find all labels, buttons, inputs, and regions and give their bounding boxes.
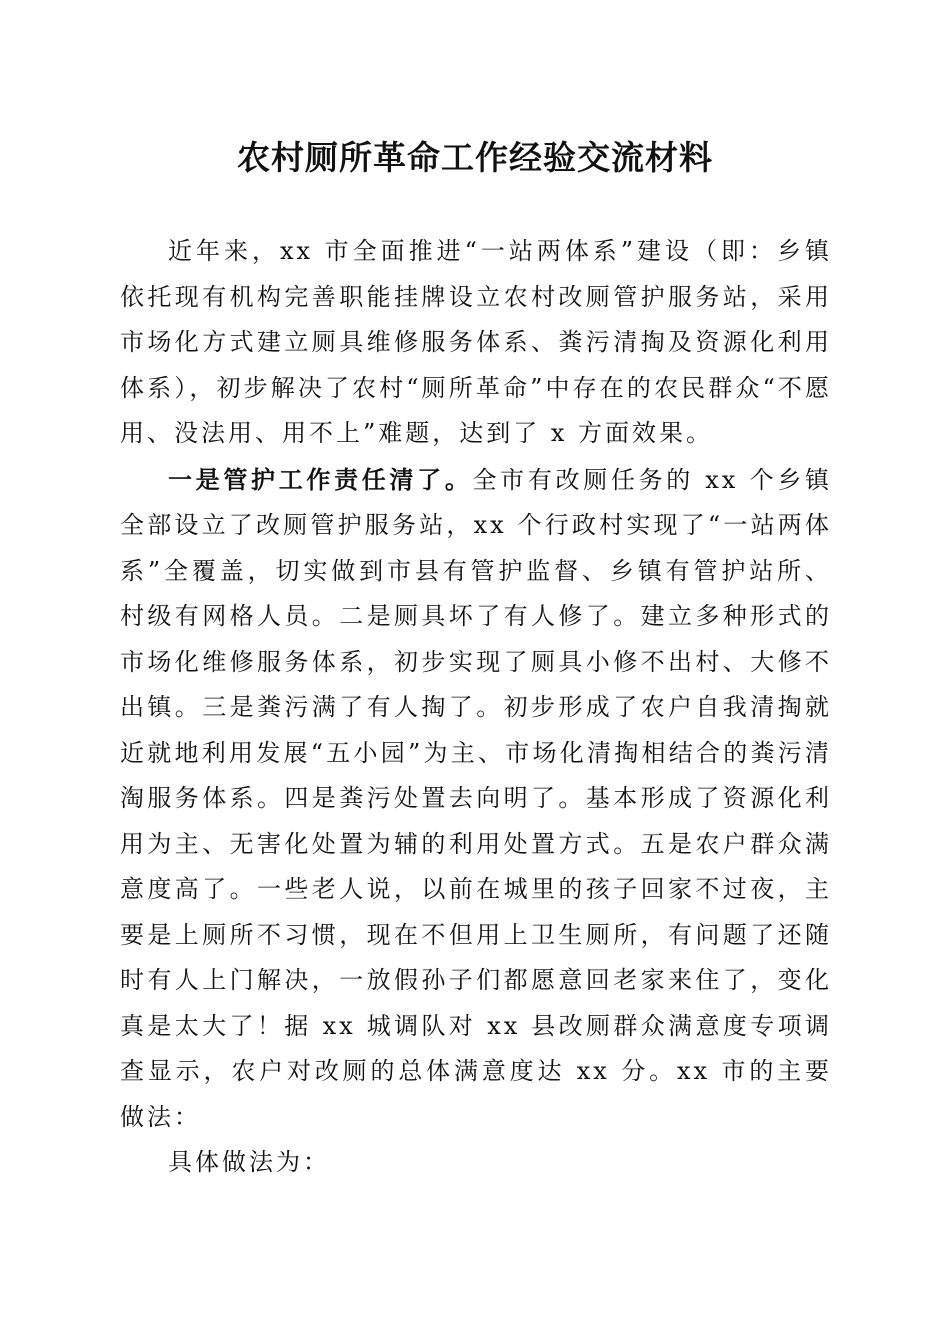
results-paragraph-lead: 一是管护工作责任清了。 — [168, 464, 473, 494]
methods-paragraph-text: 具体做法为： — [168, 1148, 330, 1176]
document-title: 农村厕所革命工作经验交流材料 — [237, 138, 713, 177]
results-paragraph — [120, 457, 832, 1141]
document-body — [120, 229, 832, 1186]
intro-paragraph — [120, 229, 832, 457]
intro-paragraph-text: 近年来，xx 市全面推进“一站两体系”建设（即：乡镇依托现有机构完善职能挂牌设立农村改厕管护服务站，采用市场化方式建立厕具维修服务体系、粪污清掏及资源化利用体系），初步解决了农村“厕所革命”中存在的农民群众“不愿用、没法用、用不上”难题，达到了 x 方面效果。 — [120, 237, 832, 447]
results-paragraph-text: 全市有改厕任务的 xx 个乡镇全部设立了改厕管护服务站，xx 个行政村实现了“一站两体系”全覆盖，切实做到市县有管护监督、乡镇有管护站所、村级有网格人员。二是厕具坏了有人修了。建立多种形式的市场化维修服务体系，初步实现了厕具小修不出村、大修不出镇。三是粪污满了有人掏了。初步形成了农户自我清掏就近就地利用发展“五小园”为主、市场化清掏相结合的粪污清淘服务体系。四是粪污处置去向明了。基本形成了资源化利用为主、无害化处置为辅的利用处置方式。五是农户群众满意度高了。一些老人说，以前在城里的孩子回家不过夜，主要是上厕所不习惯，现在不但用上卫生厕所，有问题了还随时有人上门解决，一放假孙子们都愿意回老家来住了，变化真是太大了！据 xx 城调队对 xx 县改厕群众满意度专项调查显示，农户对改厕的总体满意度达 xx 分。xx 市的主要做法： — [120, 465, 833, 1131]
methods-paragraph — [120, 1140, 832, 1186]
